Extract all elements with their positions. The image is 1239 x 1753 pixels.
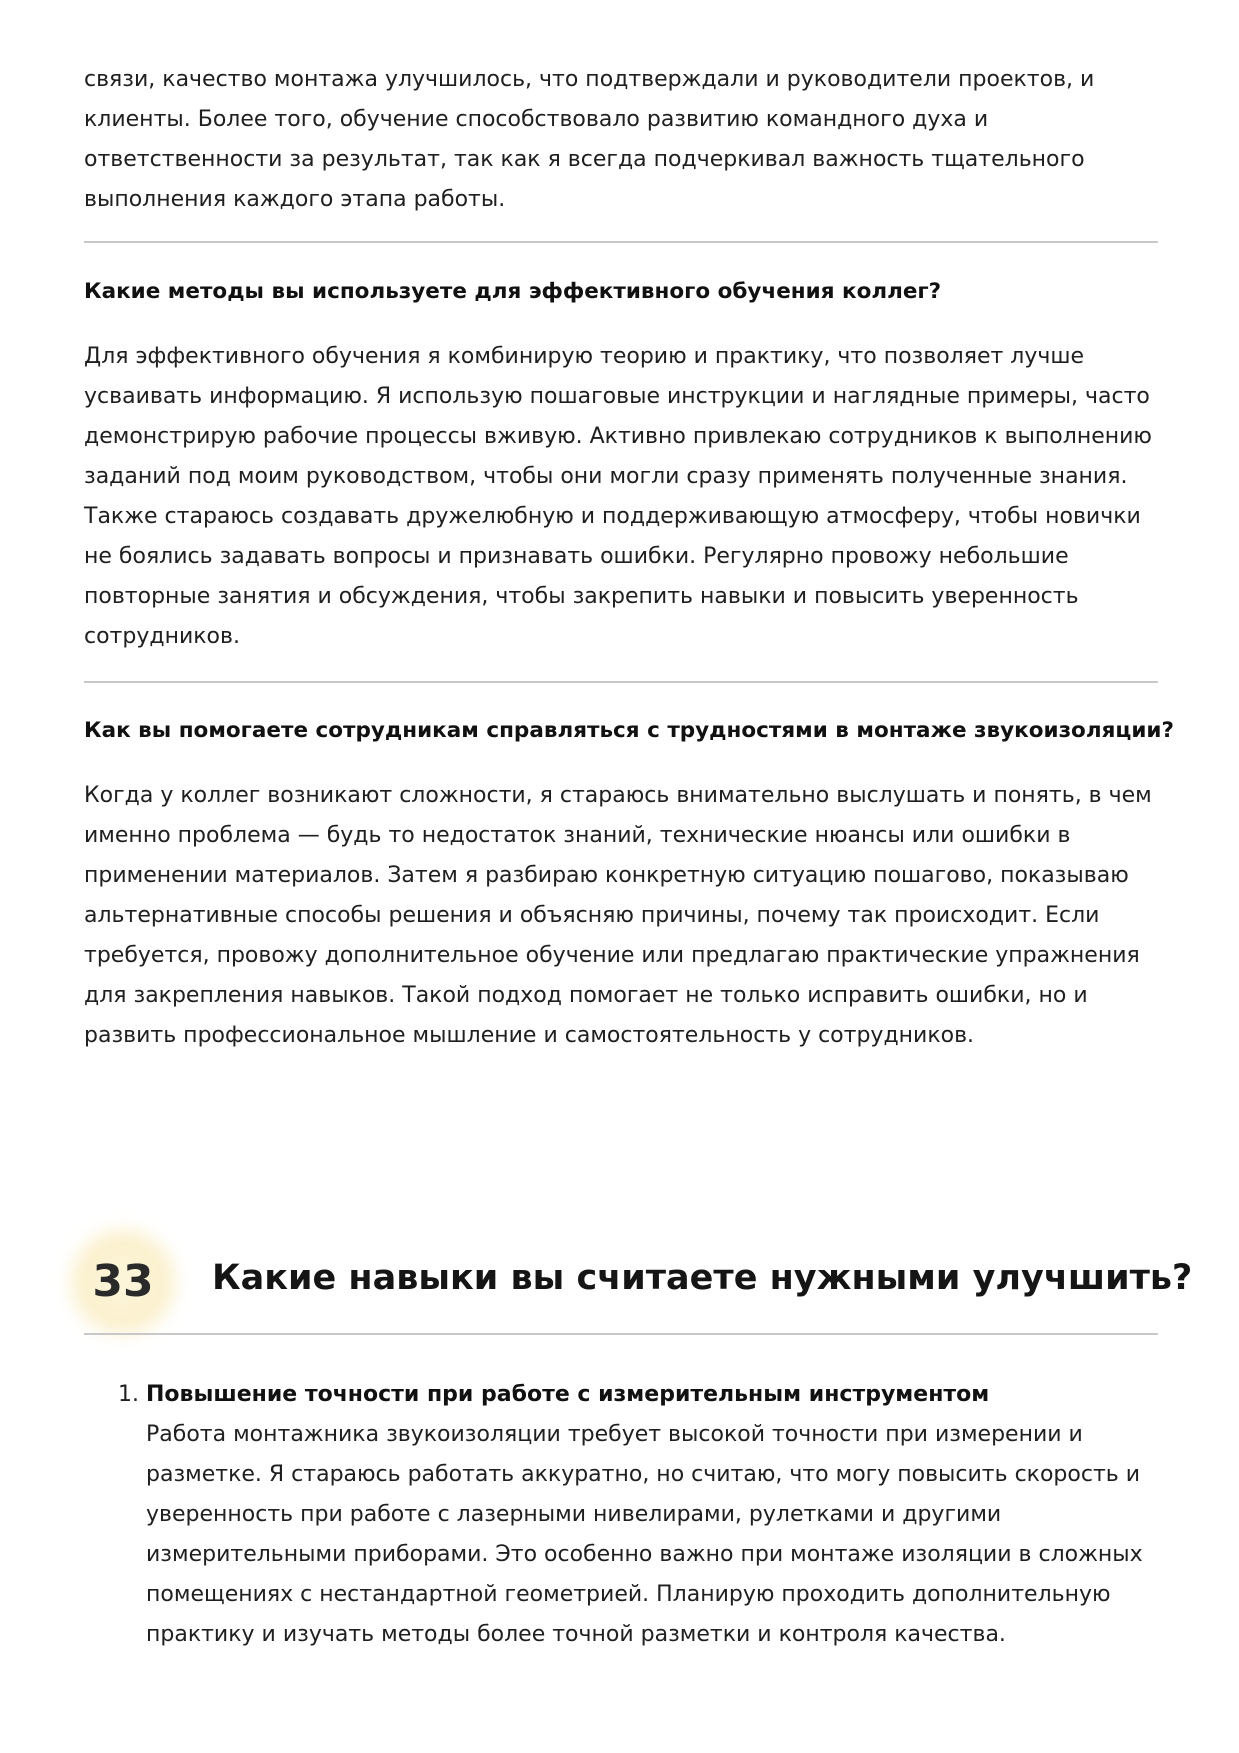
divider — [84, 681, 1158, 683]
section-title: Какие навыки вы считаете нужными улучшить? — [212, 1258, 1193, 1298]
list-item-title: Повышение точности при работе с измерительным инструментом — [146, 1382, 990, 1407]
list-item — [146, 1375, 1158, 1655]
list-item-marker: 1. — [118, 1382, 139, 1407]
list-item-text: Работа монтажника звукоизоляции требует высокой точности при измерении и разметке. Я стараюсь работать аккуратно, но считаю, что могу повысить скорость и уверенность при работе с лазерными нивелирами, рулетками и другими измерительными приборами. Это особенно важно при монтаже изоляции в сложных помещениях с нестандартной геометрией. Планирую проходить дополнительную практику и изучать методы более точной разметки и контроля качества. — [146, 1422, 1143, 1647]
continued-paragraph: связи, качество монтажа улучшилось, что подтверждали и руководители проектов, и клиенты. Более того, обучение способствовало развитию командного духа и ответственности за результат, так как я всегда подчеркивал важность тщательного выполнения каждого этапа работы. — [84, 67, 1095, 212]
section-header — [74, 1233, 1193, 1333]
answer-paragraph: Когда у коллег возникают сложности, я стараюсь внимательно выслушать и понять, в чем именно проблема — будь то недостаток знаний, технические нюансы или ошибки в применении материалов. Затем я разбираю конкретную ситуацию пошагово, показываю альтернативные способы решения и объясняю причины, почему так происходит. Если требуется, провожу дополнительное обучение или предлагаю практические упражнения для закрепления навыков. Такой подход помогает не только исправить ошибки, но и развить профессиональное мышление и самостоятельность у сотрудников. — [84, 783, 1152, 1048]
section-number: 33 — [92, 1256, 154, 1307]
divider — [84, 241, 1158, 243]
section-divider — [84, 1333, 1158, 1335]
question-heading: Как вы помогаете сотрудникам справляться с трудностями в монтаже звукоизоляции? — [84, 718, 1174, 743]
question-heading: Какие методы вы используете для эффективного обучения коллег? — [84, 279, 942, 304]
answer-paragraph: Для эффективного обучения я комбинирую теорию и практику, что позволяет лучше усваивать информацию. Я использую пошаговые инструкции и наглядные примеры, часто демонстрирую рабочие процессы вживую. Активно привлекаю сотрудников к выполнению заданий под моим руководством, чтобы они могли сразу применять полученные знания. Также стараюсь создавать дружелюбную и поддерживающую атмосферу, чтобы новички не боялись задавать вопросы и признавать ошибки. Регулярно провожу небольшие повторные занятия и обсуждения, чтобы закрепить навыки и повысить уверенность сотрудников. — [84, 344, 1152, 649]
